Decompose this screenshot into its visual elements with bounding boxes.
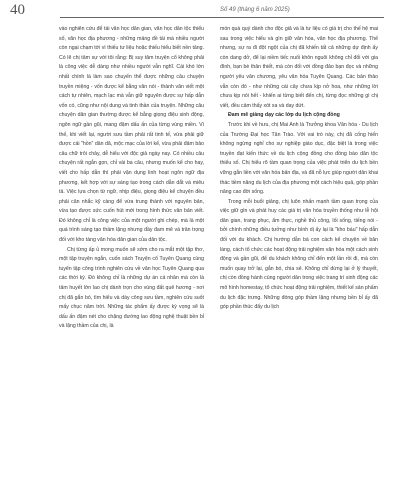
paragraph: Chị từng ấp ủ mong muốn sẽ sớm cho ra mắt một tập thơ, một tập truyện ngắn, cuốn sách Truyện cổ Tuyên Quang cùng tuyển tập công trình nghiên cứu về văn học Tuyên Quang qua các thời kỳ. Đó không chỉ là những dự án cá nhân mà còn là tâm huyết lớn lao chị dành trọn cho vùng đất quê hương - nơi chị đã gắn bó, tìm hiểu và dày công sưu tầm, nghiên cứu suốt mấy chục năm trời. Những tác phẩm ấy được kỳ vọng sẽ là dấu ấn đậm nét cho chặng đường lao động nghệ thuật bền bỉ và lặng thầm của chị, là [59, 246, 204, 330]
page-number: 40 [10, 2, 25, 18]
section-heading: Đam mê giảng dạy các lớp du lịch cộng đồng [228, 112, 340, 119]
paragraph: Trong mỗi buổi giảng, chị luôn nhấn mạnh tầm quan trọng của việc giữ gìn và phát huy các giá trị văn hóa truyền thống như lễ hội dân gian, trang phục, ẩm thực, nghề thủ công, lối sống, tiếng nói - bởi chính những điều tưởng như bình dị ấy lại là "kho báu" hấp dẫn đối với du khách. Chị hướng dẫn bà con cách kể chuyện về bản làng, cách tổ chức các hoạt động trải nghiệm văn hóa một cách sinh động và gần gũi, để du khách không chỉ đến một lần rồi đi, mà còn muốn quay trở lại, gắn bó, chia sẻ. Không chỉ dừng lại ở lý thuyết, chị còn đồng hành cùng người dân trong việc trang trí sinh động các mô hình homestay, tổ chức hoạt động trải nghiệm, thiết kế sản phẩm du lịch đặc trưng. Những đóng góp thầm lặng nhưng bền bỉ ấy đã góp phần thúc đẩy du lịch [220, 198, 378, 311]
paragraph: vào nghiên cứu để tái văn học dân gian, văn học dân tộc thiểu số, văn học địa phương - những mảng đề tài mà nhiều người còn ngại chạm tới vì thiếu tư liệu hoặc thiếu hiểu biết nền tảng. Có lẽ chị tâm sự với tôi rằng: Bị suy tâm truyện cổ không phải là công việc dễ dàng như nhiều người vẫn nghĩ. Cái khó lớn nhất chính là làm sao chuyển thể được những câu chuyện truyền miệng - vốn được kể bằng văn nói - thành văn viết một cách tự nhiên, mạch lạc mà vẫn giữ nguyên được sự hấp dẫn vốn có, cũng như nội dung và tinh thần của truyện. Những câu chuyện dân gian thường được kể bằng giọng điệu sinh động, ngôn ngữ gần gũi, mang đậm dấu ấn của từng vùng miền. Vì thế, khi viết lại, người sưu tầm phải rất tinh tế, vừa phải giữ được cái "hồn" dân dã, mộc mạc của lời kể, vừa phải đảm bảo câu chữ trôi chảy, dễ hiểu với độc giả ngày nay. Có nhiều câu chuyện rất ngắn gọn, chỉ vài ba câu, nhưng muốn kể cho hay, viết cho hấp dẫn thì phải vận dụng linh hoạt ngôn ngữ địa phương, kết hợp với sự sáng tạo trong cách dẫn dắt và miêu tả. Việc lựa chọn từ ngữ, nhịp điệu, giọng điệu kể chuyện đều phải cân nhắc kỹ càng để vừa trung thành với nguyên bản, vừa tạo được sức cuốn hút mới trong hình thức văn bản viết. Đó không chỉ là công việc của một người ghi chép, mà là một quá trình sáng tạo thầm lặng nhưng đầy đam mê và trân trọng đối với kho tàng văn hóa dân gian của dân tộc. [59, 26, 204, 244]
right-column [220, 25, 378, 313]
paragraph: món quà quý dành cho độc giả và là tư liệu có giá trị cho thế hệ mai sau trong việc hiểu và gìn giữ văn hóa, văn học địa phương. Thế nhưng, sự ra đi đột ngột của chị đã khiến tất cả những dự định ấy còn dang dở, để lại niềm tiếc nuối khôn nguôi không chỉ đối với gia đình, bạn bè thân thiết, mà còn đối với đồng đảo bạn đọc và những người yêu văn chương, yêu văn hóa Tuyên Quang. Các bản thảo vẫn còn đó - như những cái cây chưa kịp nở hoa, như những lời chưa kịp nói hết - khiến ai từng biết đến chị, từng đọc những gì chị viết, đều cảm thấy xót xa và day dứt. [220, 26, 378, 109]
paragraph: Trước khi về hưu, chị Mai Anh là Trưởng khoa Văn hóa - Du lịch của Trường Đại học Tân Trào. Với vai trò này, chị đã cống hiến không ngừng nghỉ cho sự nghiệp giáo dục, đặc biệt là trong việc truyền đạt kiến thức về du lịch cộng đồng cho đồng bào dân tộc thiểu số. Chị hiểu rõ tầm quan trọng của việc phát triển du lịch bền vững gắn liền với văn hóa bản địa, và đã nỗ lực giúp người dân khai thác tiềm năng du lịch của địa phương một cách hiệu quả, góp phần nâng cao đời sống. [220, 121, 378, 196]
header-rule [60, 17, 384, 18]
issue-label: Số 49 (tháng 6 năm 2025) [220, 7, 290, 13]
left-column [59, 25, 204, 332]
